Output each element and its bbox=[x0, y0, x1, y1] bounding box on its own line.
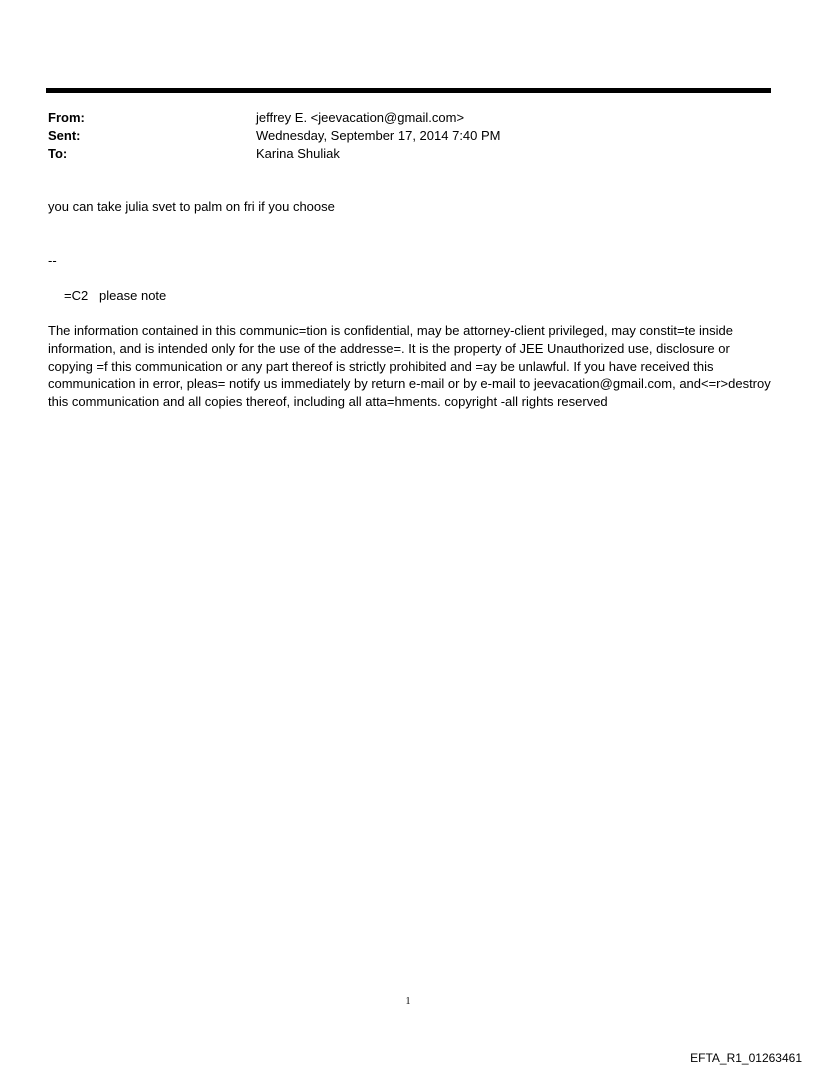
email-header bbox=[48, 109, 748, 163]
confidentiality-disclaimer: The information contained in this communic=tion is confidential, may be attorney-client privileged, may constit=te inside information, and is intended only for the use of the addresse=. It is the property of JEE Unauthorized use, disclosure or copying =f this communication or any part thereof is strictly prohibited and =ay be unlawful. If you have received this communication in error, pleas= notify us immediately by return e-mail or by e-mail to jeevacation@gmail.com, and<=r>destroy this communication and all copies thereof, including all atta=hments. copyright -all rights reserved bbox=[48, 323, 771, 410]
from-row bbox=[48, 109, 748, 127]
sent-label: Sent: bbox=[48, 128, 81, 143]
sent-row bbox=[48, 127, 748, 145]
signature-separator: -- bbox=[48, 253, 57, 268]
document-id: EFTA_R1_01263461 bbox=[690, 1051, 802, 1065]
signature-note: =C2 please note bbox=[64, 288, 167, 303]
from-value: jeffrey E. <jeevacation@gmail.com> bbox=[256, 110, 465, 125]
page-number: 1 bbox=[405, 996, 411, 1007]
to-label: To: bbox=[48, 146, 68, 161]
header-divider bbox=[46, 88, 771, 93]
to-value: Karina Shuliak bbox=[256, 146, 340, 161]
to-row bbox=[48, 145, 748, 163]
from-label: From: bbox=[48, 110, 85, 125]
sent-value: Wednesday, September 17, 2014 7:40 PM bbox=[256, 128, 501, 143]
message-text: you can take julia svet to palm on fri if you choose bbox=[48, 199, 335, 214]
